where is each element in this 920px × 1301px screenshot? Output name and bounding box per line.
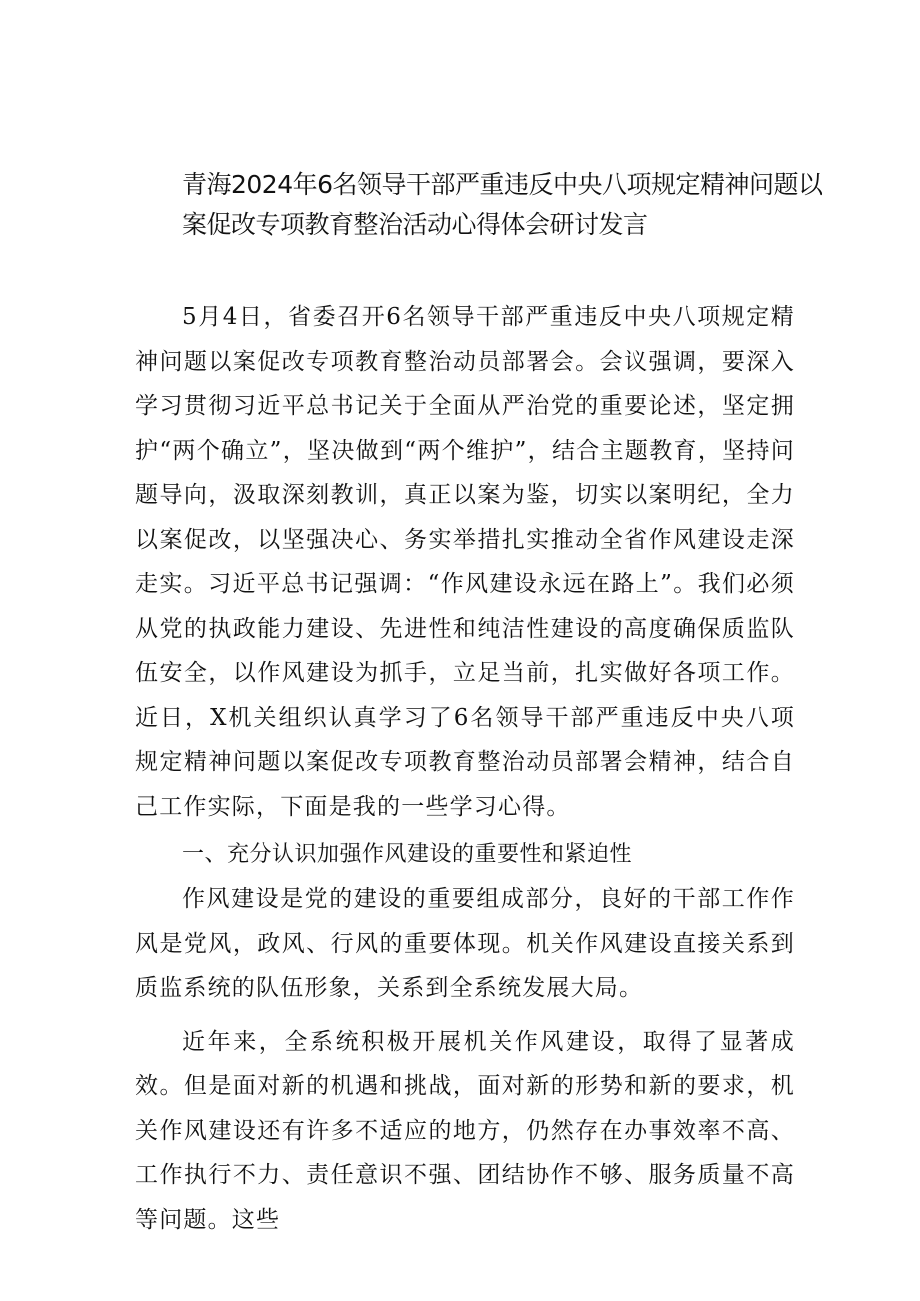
document-body <box>135 295 795 1242</box>
section-1-paragraph-2: 近年来，全系统积极开展机关作风建设，取得了显著成效。但是面对新的机遇和挑战，面对新的形势和新的要求，机关作风建设还有许多不适应的地方，仍然存在办事效率不高、工作执行不力、责任意识不强、团结协作不够、服务质量不高等问题。这些 <box>135 1028 795 1233</box>
section-1-paragraph-1: 作风建设是党的建设的重要组成部分，良好的干部工作作风是党风，政风、行风的重要体现。机关作风建设直接关系到质监系统的队伍形象，关系到全系统发展大局。 <box>135 886 795 1001</box>
spacer <box>135 1011 795 1020</box>
document-title <box>182 165 822 245</box>
intro-paragraph: 5月4日，省委召开6名领导干部严重违反中央八项规定精神问题以案促改专项教育整治动员部署会。会议强调，要深入学习贯彻习近平总书记关于全面从严治党的重要论述，坚定拥护“两个确立”，坚决做到“两个维护”，结合主题教育，坚持问题导向，汲取深刻教训，真正以案为鉴，切实以案明纪，全力以案促改，以坚强决心、务实举措扎实推动全省作风建设走深走实。习近平总书记强调：“作风建设永远在路上”。我们必须从党的执政能力建设、先进性和纯洁性建设的高度确保质监队伍安全，以作风建设为抓手，立足当前，扎实做好各项工作。近日，X机关组织认真学习了6名领导干部严重违反中央八项规定精神问题以案促改专项教育整治动员部署会精神，结合自己工作实际，下面是我的一些学习心得。 <box>135 304 795 820</box>
section-heading-1: 一、充分认识加强作风建设的重要性和紧迫性 <box>182 842 633 867</box>
document-title-line-1: 青海2024年6名领导干部严重违反中央八项规定精神问题以 <box>182 170 823 199</box>
document-title-line-2: 案促改专项教育整治活动心得体会研讨发言 <box>182 210 648 239</box>
